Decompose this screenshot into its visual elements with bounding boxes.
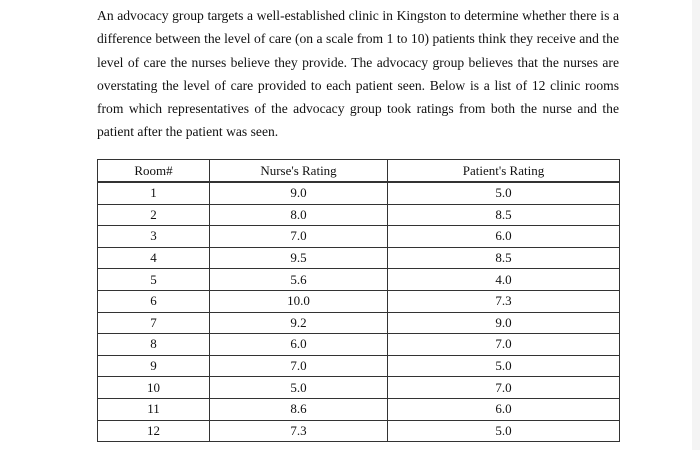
ratings-table — [97, 159, 620, 442]
nurse-rating-cell: 5.6 — [210, 269, 388, 291]
nurse-rating-cell: 9.0 — [210, 182, 388, 204]
nurse-rating-cell: 8.0 — [210, 204, 388, 226]
room-cell: 2 — [98, 204, 210, 226]
table-row — [98, 420, 620, 442]
room-cell: 5 — [98, 269, 210, 291]
table-row — [98, 204, 620, 226]
nurse-rating-cell: 6.0 — [210, 334, 388, 356]
room-cell: 7 — [98, 312, 210, 334]
nurse-rating-cell: 5.0 — [210, 377, 388, 399]
header-patient-rating: Patient's Rating — [388, 160, 620, 183]
room-cell: 12 — [98, 420, 210, 442]
table-header-row — [98, 160, 620, 183]
header-room: Room# — [98, 160, 210, 183]
nurse-rating-cell: 9.5 — [210, 247, 388, 269]
patient-rating-cell: 9.0 — [388, 312, 620, 334]
room-cell: 10 — [98, 377, 210, 399]
table-row — [98, 182, 620, 204]
nurse-rating-cell: 7.0 — [210, 226, 388, 248]
room-cell: 3 — [98, 226, 210, 248]
nurse-rating-cell: 8.6 — [210, 398, 388, 420]
table-row — [98, 398, 620, 420]
problem-paragraph: An advocacy group targets a well-established clinic in Kingston to determine whether there is a difference between the level of care (on a scale from 1 to 10) patients think they receive and the level of care the nurses believe they provide. The advocacy group believes that the nurses are overstating the level of care provided to each patient seen. Below is a list of 12 clinic rooms from which representatives of the advocacy group took ratings from both the nurse and the patient after the patient was seen. — [97, 8, 619, 140]
patient-rating-cell: 7.0 — [388, 377, 620, 399]
patient-rating-cell: 7.0 — [388, 334, 620, 356]
room-cell: 1 — [98, 182, 210, 204]
nurse-rating-cell: 7.0 — [210, 355, 388, 377]
room-cell: 9 — [98, 355, 210, 377]
room-cell: 6 — [98, 290, 210, 312]
room-cell: 11 — [98, 398, 210, 420]
table-row — [98, 247, 620, 269]
patient-rating-cell: 7.3 — [388, 290, 620, 312]
table-row — [98, 269, 620, 291]
patient-rating-cell: 5.0 — [388, 182, 620, 204]
room-cell: 8 — [98, 334, 210, 356]
table-row — [98, 226, 620, 248]
nurse-rating-cell: 10.0 — [210, 290, 388, 312]
patient-rating-cell: 6.0 — [388, 398, 620, 420]
header-nurse-rating: Nurse's Rating — [210, 160, 388, 183]
table-row — [98, 312, 620, 334]
nurse-rating-cell: 7.3 — [210, 420, 388, 442]
patient-rating-cell: 5.0 — [388, 420, 620, 442]
room-cell: 4 — [98, 247, 210, 269]
table-row — [98, 355, 620, 377]
table-row — [98, 290, 620, 312]
table-row — [98, 334, 620, 356]
patient-rating-cell: 6.0 — [388, 226, 620, 248]
table-row — [98, 377, 620, 399]
patient-rating-cell: 8.5 — [388, 204, 620, 226]
patient-rating-cell: 4.0 — [388, 269, 620, 291]
patient-rating-cell: 5.0 — [388, 355, 620, 377]
nurse-rating-cell: 9.2 — [210, 312, 388, 334]
patient-rating-cell: 8.5 — [388, 247, 620, 269]
